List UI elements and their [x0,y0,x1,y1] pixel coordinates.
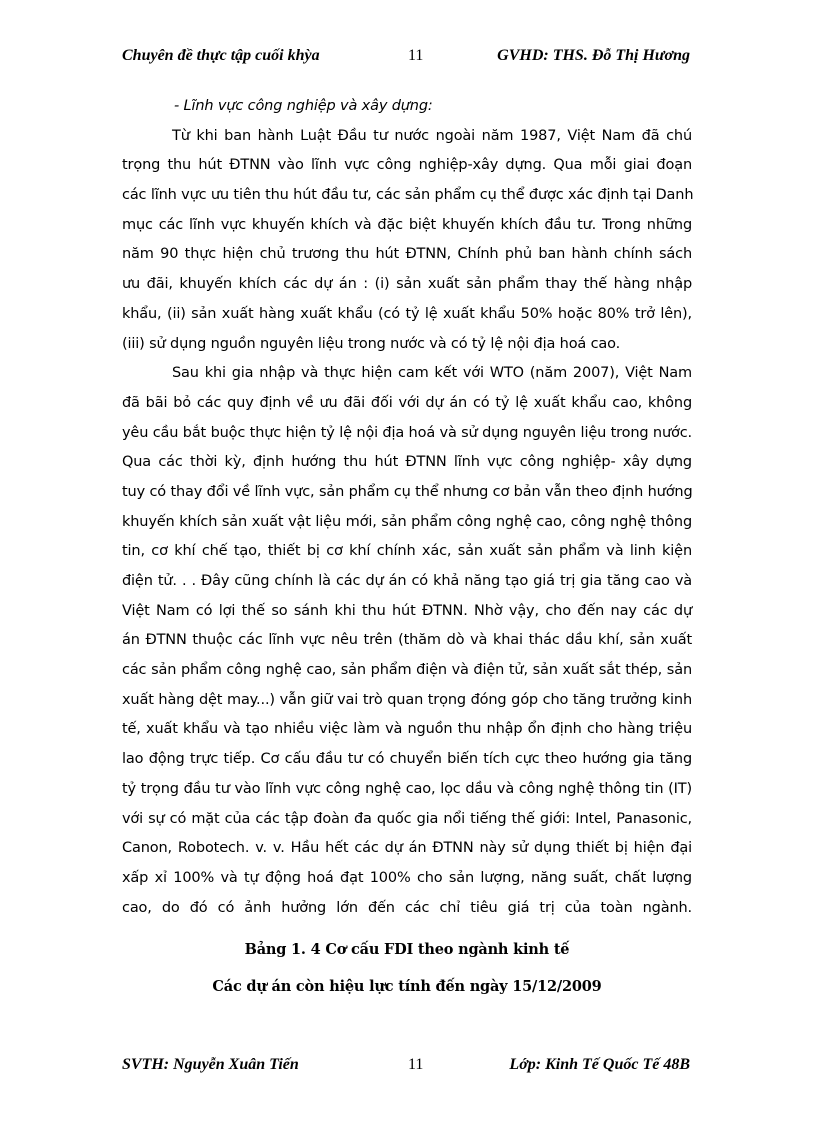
text-line: với sự có mặt của các tập đoàn đa quốc gia nổi tiếng thế giới: Intel, Panasonic, [122,810,692,827]
page-header [122,47,690,69]
text-line: tin, cơ khí chế tạo, thiết bị cơ khí chính xác, sản xuất sản phẩm và linh kiện [122,543,692,560]
text-line: các lĩnh vực ưu tiên thu hút đầu tư, các sản phẩm cụ thể được xác định tại Danh [122,187,694,204]
text-line: (iii) sử dụng nguồn nguyên liệu trong nước và có tỷ lệ nội địa hoá cao. [122,335,621,352]
text-line: Từ khi ban hành Luật Đầu tư nước ngoài năm 1987, Việt Nam đã chú [172,127,692,144]
table-caption-title: Bảng 1. 4 Cơ cấu FDI theo ngành kinh tế [244,941,570,958]
text-line: tỷ trọng đầu tư vào lĩnh vực công nghệ cao, lọc dầu và công nghệ thông tin (IT) [122,780,692,797]
paragraph-2 [122,359,692,923]
footer-student-name: SVTH: Nguyễn Xuân Tiến [122,1056,299,1073]
text-line: yêu cầu bắt buộc thực hiện tỷ lệ nội địa hoá và sử dụng nguyên liệu trong nước. [122,424,692,441]
text-line: đã bãi bỏ các quy định về ưu đãi đối với dự án có tỷ lệ xuất khẩu cao, không [122,394,692,411]
text-line: ưu đãi, khuyến khích các dự án : (i) sản xuất sản phẩm thay thế hàng nhập [122,276,692,293]
text-line: tuy có thay đổi về lĩnh vực, sản phẩm cụ thể nhưng cơ bản vẫn theo định hướng [122,483,693,500]
text-line: điện tử. . . Đây cũng chính là các dự án có khả năng tạo giá trị gia tăng cao và [122,573,692,589]
text-line: khẩu, (ii) sản xuất hàng xuất khẩu (có tỷ lệ xuất khẩu 50% hoặc 80% trở lên), [122,305,692,322]
paragraph-1 [122,122,692,360]
text-line: cao, do đó có ảnh hưởng lớn đến các chỉ tiêu giá trị của toàn ngành. [122,899,692,916]
text-line: xuất hàng dệt may...) vẫn giữ vai trò quan trọng đóng góp cho tăng trưởng kinh [122,691,692,708]
text-line: Sau khi gia nhập và thực hiện cam kết với WTO (năm 2007), Việt Nam [172,365,692,382]
text-line: lao động trực tiếp. Cơ cấu đầu tư có chuyển biến tích cực theo hướng gia tăng [122,751,692,768]
text-line: các sản phẩm công nghệ cao, sản phẩm điện và điện tử, sản xuất sắt thép, sản [122,662,692,679]
section-heading: - Lĩnh vực công nghiệp và xây dựng: [174,98,433,114]
footer-page-number: 11 [408,1056,424,1073]
text-line: mục các lĩnh vực khuyến khích và đặc biệt khuyến khích đầu tư. Trong những [122,216,692,233]
text-line: khuyến khích sản xuất vật liệu mới, sản phẩm công nghệ cao, công nghệ thông [122,513,692,530]
page-footer [122,1056,690,1078]
text-line: trọng thu hút ĐTNN vào lĩnh vực công nghiệp-xây dựng. Qua mỗi giai đoạn [122,157,692,174]
body-text [122,92,692,923]
text-line: Qua các thời kỳ, định hướng thu hút ĐTNN lĩnh vực công nghiệp- xây dựng [122,454,692,471]
header-page-number: 11 [408,47,424,64]
text-line: Canon, Robotech. v. v. Hầu hết các dự án ĐTNN này sử dụng thiết bị hiện đại [122,840,692,857]
header-report-title: Chuyên đề thực tập cuối khỳa [122,47,320,64]
text-line: năm 90 thực hiện chủ trương thu hút ĐTNN, Chính phủ ban hành chính sách [122,246,692,263]
text-line: Việt Nam có lợi thế so sánh khi thu hút ĐTNN. Nhờ vậy, cho đến nay các dự [122,602,692,619]
table-caption-subtitle: Các dự án còn hiệu lực tính đến ngày 15/12/2009 [212,978,602,995]
footer-class: Lớp: Kinh Tế Quốc Tế 48B [509,1056,690,1073]
text-line: án ĐTNN thuộc các lĩnh vực nêu trên (thăm dò và khai thác dầu khí, sản xuất [122,632,692,649]
header-supervisor: GVHD: THS. Đỗ Thị Hương [497,47,690,64]
text-line: xấp xỉ 100% và tự động hoá đạt 100% cho sản lượng, năng suất, chất lượng [122,869,692,886]
text-line: tế, xuất khẩu và tạo nhiều việc làm và nguồn thu nhập ổn định cho hàng triệu [122,721,692,738]
